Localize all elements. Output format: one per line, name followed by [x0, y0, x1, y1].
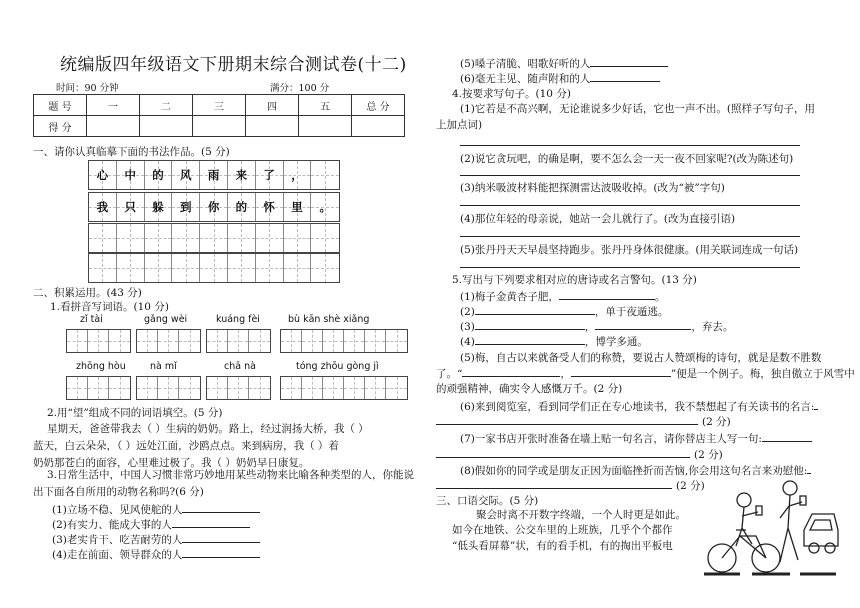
score-table-score-row [34, 116, 405, 137]
section1-heading: 一、请你认真临摹下面的书法作品。(5 分) [33, 146, 230, 158]
answer-blank[interactable] [182, 501, 260, 513]
q5-item-6: (6)来到阅览室，看到同学们正在专心地读书，我不禁想起了有关读书的名言: [460, 398, 818, 414]
q3-item: (4)走在前面、领导群众的人 [52, 546, 260, 562]
section3-heading: 三、口语交际。(5 分) [436, 495, 539, 507]
score-header-cell: 二 [140, 95, 193, 116]
pinyin-answer-boxes[interactable] [136, 376, 201, 400]
q2-passage-line: 星期天，爸爸带我去（ ）生病的奶奶。路上，经过润扬大桥，我（ ） [47, 423, 369, 435]
score-header-cell: 三 [193, 95, 246, 116]
pinyin-answer-boxes[interactable] [66, 329, 131, 353]
practice-cell[interactable] [117, 254, 145, 282]
answer-blank[interactable] [595, 318, 691, 330]
score-cell[interactable] [352, 116, 405, 137]
pinyin-label: bù kān shè xiǎng [288, 314, 370, 325]
answer-blank[interactable] [436, 477, 672, 489]
answer-blank[interactable] [762, 430, 812, 442]
pinyin-answer-boxes[interactable] [280, 376, 408, 400]
answer-blank[interactable] [559, 288, 655, 300]
pinyin-label: zhōng hòu [76, 361, 126, 372]
practice-cell[interactable] [200, 224, 228, 252]
q3-item: (2)有实力、能成大事的人 [52, 516, 250, 532]
q4-item-1: (1)它若是不高兴啊，无论谁说多少好话，它也一声不出。(照样子写句子，用 [460, 103, 815, 115]
q3-item: (5)嗓子清脆、唱歌好听的人 [460, 55, 668, 71]
q3-item: (6)毫无主见、随声附和的人 [460, 70, 660, 86]
answer-blank[interactable] [475, 333, 585, 345]
calligraphy-row-1 [88, 160, 340, 190]
pinyin-answer-boxes[interactable] [206, 376, 271, 400]
score-cell[interactable] [299, 116, 352, 137]
q5-item-8: (8)假如你的同学或是朋友正因为面临挫折而苦恼,你会用这句名言来劝慰他: [460, 462, 811, 478]
practice-cell[interactable] [228, 224, 256, 252]
answer-line[interactable] [460, 145, 800, 146]
q5-item-5-cont: 的顽强精神，确实令人感慨万千。(2 分) [436, 383, 623, 395]
q4-item-3: (3)纳米吸波材料能把探测雷达波吸收掉。(改为“被”字句) [460, 182, 725, 194]
pinyin-label: chā nà [224, 361, 256, 372]
practice-cell[interactable] [145, 254, 173, 282]
pinyin-answer-boxes[interactable] [136, 329, 201, 353]
calligraphy-char: ， [284, 161, 312, 189]
q5-item-7: (7)一家书店开张时准备在墙上贴一句名言，请你替店主人写一句: [460, 430, 812, 446]
practice-grid-row-1[interactable] [88, 223, 340, 253]
q5-item-5: (5)梅，自古以来就备受人们的称赞，要说古人赞颂梅的诗句，就是是数不胜数 [460, 352, 822, 364]
score-table [33, 94, 405, 137]
q4-label: 4.按要求写句子。(10 分) [452, 88, 571, 100]
practice-cell[interactable] [256, 224, 284, 252]
practice-cell[interactable] [256, 254, 284, 282]
q2-passage-line: 奶奶那苍白的面容，心里难过极了。我（ ）奶奶早日康复。 [33, 457, 310, 469]
answer-line[interactable] [460, 236, 800, 237]
practice-cell[interactable] [172, 224, 200, 252]
q3-item: (3)老实肯干、吃苦耐劳的人 [52, 531, 260, 547]
pinyin-answer-boxes[interactable] [66, 376, 131, 400]
q4-item-5: (5)张丹丹天天早晨坚持跑步。张丹丹身体很健康。(用关联词连成一句话) [460, 244, 799, 256]
q3-item: (1)立场不稳、见风使舵的人 [52, 501, 260, 517]
q5-item-8-cont: (2 分) [436, 477, 705, 493]
q5-item-2: (2) ，单于夜遁逃。 [460, 303, 668, 319]
calligraphy-char: 到 [172, 193, 200, 221]
answer-line[interactable] [460, 267, 800, 268]
q5-label: 5.写出与下列要求相对应的唐诗或名言警句。(13 分) [452, 274, 697, 286]
pinyin-label: kuáng fèi [216, 314, 260, 325]
answer-blank[interactable] [814, 398, 818, 410]
score-header-cell: 四 [246, 95, 299, 116]
section3-paragraph: 如今在地铁、公交车里的上班族，几乎个个都作 [452, 524, 673, 536]
practice-cell[interactable] [89, 254, 117, 282]
score-cell[interactable] [87, 116, 140, 137]
calligraphy-char: 风 [172, 161, 200, 189]
practice-grid-row-2[interactable] [88, 253, 340, 283]
calligraphy-row-2 [88, 192, 340, 222]
section2-heading: 二、积累运用。(43 分) [33, 287, 142, 299]
calligraphy-char: 你 [200, 193, 228, 221]
answer-line[interactable] [460, 205, 800, 206]
practice-cell[interactable] [145, 224, 173, 252]
q5-item-3: (3) ， ，弃去。 [460, 318, 733, 334]
answer-blank[interactable] [571, 365, 671, 377]
exam-total-score: 满分：100 分 [270, 83, 330, 94]
answer-blank[interactable] [436, 446, 690, 458]
pinyin-answer-boxes[interactable] [206, 329, 271, 353]
score-row-label: 得 分 [34, 116, 87, 137]
practice-cell[interactable] [284, 254, 312, 282]
answer-blank[interactable] [172, 516, 250, 528]
score-cell[interactable] [140, 116, 193, 137]
score-cell[interactable] [246, 116, 299, 137]
calligraphy-char [311, 161, 339, 189]
q2-passage-line: 蓝天，白云朵朵，（ ）远处江面，沙鸥点点。来到病房，我（ ）着 [33, 440, 339, 452]
q5-item-5-cont: 了。“ ， ”便是一个例子。梅，独自傲立于风雪中 [436, 365, 855, 381]
pinyin-label: tóng zhōu gòng jì [296, 361, 379, 372]
practice-cell[interactable] [200, 254, 228, 282]
q5-item-7-cont: (2 分) [436, 446, 723, 462]
q5-item-6-cont: (2 分) [436, 413, 731, 429]
answer-blank[interactable] [475, 303, 595, 315]
score-header-cell: 一 [87, 95, 140, 116]
practice-cell[interactable] [89, 224, 117, 252]
answer-line[interactable] [460, 175, 800, 176]
practice-cell[interactable] [311, 254, 339, 282]
calligraphy-char: 心 [89, 161, 117, 189]
answer-blank[interactable] [462, 365, 560, 377]
q3-prompt-line: 出下面各自所用的动物名称吗?(6 分) [33, 486, 204, 498]
calligraphy-char: 雨 [200, 161, 228, 189]
pinyin-answer-boxes[interactable] [280, 329, 408, 353]
answer-blank[interactable] [182, 531, 260, 543]
calligraphy-char: 了 [256, 161, 284, 189]
score-table-header-row [34, 95, 405, 116]
exam-time: 时间：90 分钟 [56, 83, 119, 94]
practice-cell[interactable] [172, 254, 200, 282]
q2-label: 2.用“望”组成不同的词语填空。(5 分) [47, 407, 223, 419]
q3-prompt-line: 3.日常生活中，中国人习惯非常巧妙地用某些动物来比喻各种类型的人，你能说 [47, 469, 415, 481]
q1-label: 1.看拼音写词语。(10 分) [50, 301, 169, 313]
section3-paragraph: “低头看屏幕”状，有的看手机，有的掏出平板电 [452, 540, 673, 552]
answer-blank[interactable] [436, 413, 698, 425]
score-header-cell: 总 分 [352, 95, 405, 116]
score-cell[interactable] [193, 116, 246, 137]
q4-item-2: (2)说它贪玩吧，的确是啊，要不怎么会一天一夜不回家呢?(改为陈述句) [460, 153, 794, 165]
answer-blank[interactable] [475, 318, 585, 330]
practice-cell[interactable] [284, 224, 312, 252]
answer-blank[interactable] [590, 55, 668, 67]
pinyin-label: gǎng wèi [144, 314, 188, 325]
commuters-illustration [700, 470, 840, 580]
q4-item-1-cont: 上加点词) [436, 119, 483, 131]
answer-blank[interactable] [590, 70, 660, 82]
practice-cell[interactable] [228, 254, 256, 282]
q5-item-4: (4) ，博学多通。 [460, 333, 648, 349]
calligraphy-char: 怀 [256, 193, 284, 221]
calligraphy-char: 我 [89, 193, 117, 221]
calligraphy-char: 的 [228, 193, 256, 221]
pinyin-label: zǐ tài [80, 314, 103, 325]
answer-blank[interactable] [182, 546, 260, 558]
calligraphy-char: 来 [228, 161, 256, 189]
calligraphy-char: 里 [284, 193, 312, 221]
q4-item-4: (4)那位年轻的母亲说，她站一会儿就行了。(改为直接引语) [460, 213, 736, 225]
section3-paragraph: 聚会时离不开数字终端，一个人时更是如此。 [476, 509, 686, 521]
calligraphy-char: 躲 [145, 193, 173, 221]
score-header-cell: 题 号 [34, 95, 87, 116]
score-header-cell: 五 [299, 95, 352, 116]
calligraphy-char: 中 [117, 161, 145, 189]
page-title: 统编版四年级语文下册期末综合测试卷(十二) [60, 55, 407, 75]
calligraphy-char: 的 [145, 161, 173, 189]
pinyin-label: nà mǐ [150, 361, 177, 372]
q5-item-1: (1)梅子金黄杏子肥， 。 [460, 288, 665, 304]
practice-cell[interactable] [117, 224, 145, 252]
practice-cell[interactable] [311, 224, 339, 252]
calligraphy-char: 。 [311, 193, 339, 221]
calligraphy-char: 只 [117, 193, 145, 221]
